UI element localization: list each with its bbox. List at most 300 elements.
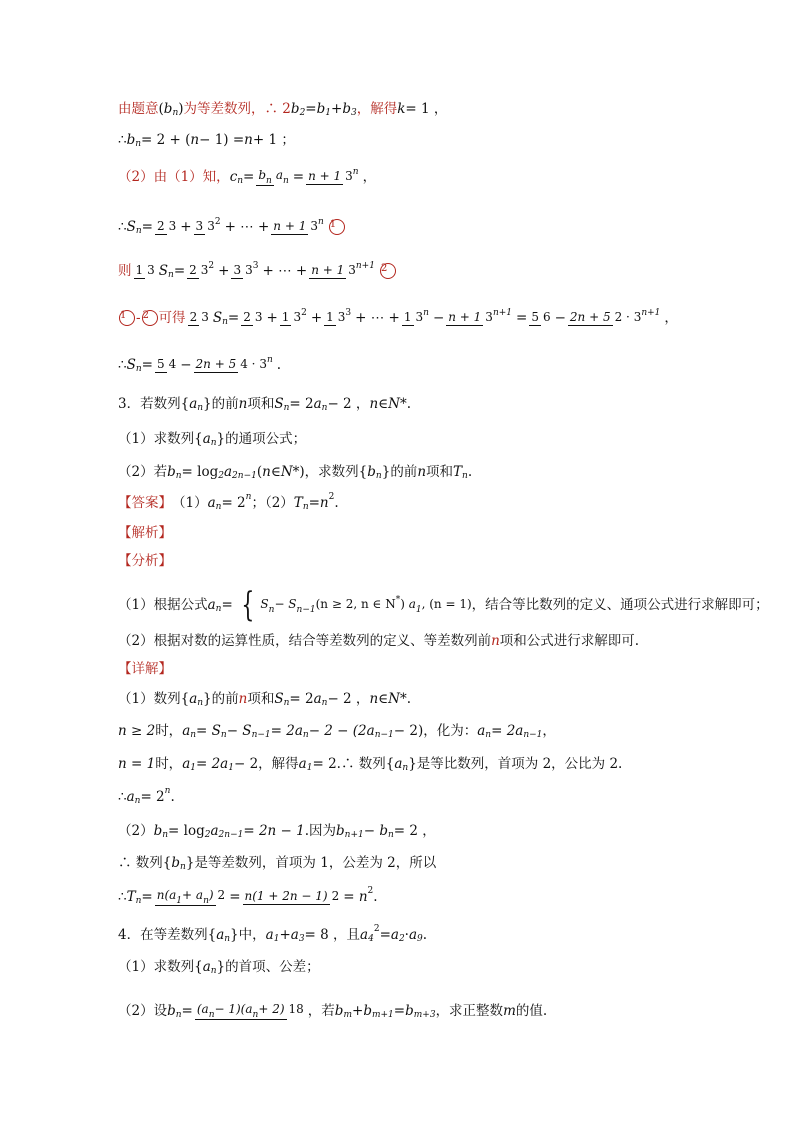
var: b [163,101,173,117]
fraction: n + 1 3n [308,166,359,183]
text: + [279,927,291,943]
subscript: n [180,862,186,872]
var: b [167,464,176,480]
subscript: 1 [306,763,313,773]
fraction: n(1 + 2n − 1) 2 [244,889,340,903]
var: b [171,855,181,871]
subscript: n [283,698,290,708]
subscript: n [224,934,231,944]
var: b [405,1003,414,1019]
text: ∴ [118,132,127,148]
subscript: 2n−1 [232,471,257,481]
text: = 2 + ( [141,132,191,148]
text: 的前 [390,464,418,480]
var: c [229,169,238,185]
text: 【详解】 [118,661,172,677]
var: S [158,263,169,279]
text: 的通项公式； [225,431,307,447]
subscript: n [215,604,222,614]
var: n [491,633,500,649]
var: b [334,1003,344,1019]
var: b [167,1003,176,1019]
var: N [280,464,293,480]
text: + 1 ； [252,132,295,148]
text: 中， [238,927,266,943]
question-3-part-1: （1）求数列 { a n } 的通项公式； [118,430,306,448]
text: ∴ [118,789,127,805]
subscript: 2 [299,108,306,118]
subscript: n [168,270,174,280]
subscript: 2n−1 [218,830,244,840]
var: a [126,789,135,805]
brace: { [241,585,255,625]
text: .因为 [304,823,337,839]
solution-line-1 [118,100,447,118]
text: 项和 [247,396,275,412]
analysis-line-1 [118,585,769,625]
fraction: 2 3 [243,310,263,324]
text: . [276,357,282,373]
superscript: n [245,492,252,502]
text: 为等差数列，∴ 2 [183,101,291,117]
solution-line-7 [118,356,281,374]
text: + [352,1003,364,1019]
question-3-part-2: （2）若 b n = log 2 a 2n−1 ( n ∈ N *) ，求数列 { b n } 的前 n 项和 T n . [118,463,472,481]
superscript: 2 [328,492,335,502]
superscript: 2 [367,886,374,896]
subscript: 4 [368,934,374,944]
text: = [516,310,528,326]
text: − 2 − (2a [308,723,375,739]
detail-line-4 [118,788,175,806]
var: S [126,357,136,373]
text: 项和公式进行求解即可. [499,633,640,649]
text: = [243,169,255,185]
text: + [180,219,192,235]
text: ，结合等比数列的定义、通项公式进行求解即可； [471,597,769,613]
text: （1） [172,495,208,511]
var: n [238,691,248,707]
subscript: n [388,830,394,840]
var: S [274,691,284,707]
text: （1）根据公式 [118,597,208,613]
subscript: 1 [190,763,196,773]
var: a [207,495,216,511]
text: ， [362,169,377,185]
detail-line-5 [118,822,436,840]
question-4-part-2 [118,1002,547,1020]
analysis-label [118,524,172,542]
detail-line-1: （1）数列 { a n } 的前 n 项和 S n = 2 a n − 2 ， n ∈ N *. [118,690,411,708]
paren: ( [158,101,164,117]
text: 【分析】 [118,553,172,569]
answer-label: 【答案】 [118,495,172,511]
var: b [316,101,326,117]
var: k [397,101,406,117]
var: b [153,823,163,839]
text: = [227,310,240,326]
fraction: 1 33 [326,307,352,324]
subscript: n [175,471,182,481]
question-4: 4．在等差数列 { a n } 中， a 1 + a 3 = 8 ，且 a 4 2 = a 2 · a 9 . [118,926,427,944]
text: = 2 ， [393,823,436,839]
subscript: n [485,730,492,740]
circled-number: 1 [119,310,135,326]
text: 则 [118,263,132,279]
question-3: 3．若数列 { a n } 的前 n 项和 S n = 2 a n − 2 ， n ∈ N *. [118,395,411,413]
text: ∴ 数列 [118,855,163,871]
var: a [394,756,403,772]
text: 项和 [426,464,454,480]
text: + [218,263,230,279]
var: a [265,927,274,943]
var: a [182,756,191,772]
subscript: n [283,403,290,413]
var: n [262,464,271,480]
var: a [290,927,299,943]
circled-number: 2 [142,310,158,326]
text: = 1 ， [405,101,448,117]
text: （2）若 [118,464,168,480]
text: + [310,310,323,326]
subscript: m [343,1010,352,1020]
text: = 2a [195,756,229,772]
fraction: n + 1 3n [273,216,324,233]
text: = log [168,823,205,839]
text: 项和 [247,691,275,707]
text: ∈ [378,396,389,412]
text: *. [399,691,411,707]
fraction: 1 3n [403,307,429,324]
var: a [313,691,322,707]
subscript: n [210,438,217,448]
text: − [432,310,445,326]
text: + [266,310,278,326]
subscript: 3 [298,934,305,944]
var: m [503,1003,516,1019]
text: 4．在等差数列 [118,927,208,943]
var: n [369,396,379,412]
var: a [360,927,369,943]
text: − 2 ， [327,691,370,707]
text: = [141,889,153,905]
text: . [467,464,473,480]
var: S [212,310,223,326]
subscript: 2 [218,471,224,481]
fraction: bn an [258,168,289,186]
var: n [417,464,427,480]
text: + ⋯ + [355,310,400,326]
text: = 2a [491,723,524,739]
text: ， [542,723,556,739]
var: a [202,959,211,975]
var: S [126,219,136,235]
subscript: n−1 [251,730,271,740]
text: （2）设 [118,1003,168,1019]
subscript: n [172,108,179,118]
text: ，化为： [423,723,478,739]
var: a [182,723,191,739]
subscript: 9 [417,934,423,944]
var: n [244,132,253,148]
var: T [293,495,303,511]
circled-number: 2 [380,263,396,279]
text: = [141,219,153,235]
var: a [477,723,486,739]
superscript: n [164,786,171,796]
var: a [207,597,216,613]
detail-line-2 [118,722,556,740]
solution-line-2 [118,131,295,149]
text: ，求正整数 [435,1003,504,1019]
detail-label [118,660,172,678]
subscript: m+1 [371,1010,394,1020]
answer-line [118,494,339,512]
subscript: n [197,403,204,413]
var: a [202,431,211,447]
text: ∴ [118,357,127,373]
text: = 8 ，且 [304,927,361,943]
text: + ⋯ + [224,219,270,235]
var: n [238,396,248,412]
var: a [210,823,219,839]
var: b [342,101,351,117]
text: （1）数列 [118,691,181,707]
text: = [379,927,391,943]
text: = [221,597,233,613]
text: ，解得 [258,756,299,772]
var: N [388,396,400,412]
var: a [216,927,225,943]
var: T [453,464,463,480]
var: b [290,101,300,117]
var: N [388,691,400,707]
text: = 2 [221,495,246,511]
text: 时， [155,756,183,772]
fraction: 2n + 5 2 · 3n+1 [569,307,661,324]
text: = [141,357,153,373]
subscript: n [302,730,309,740]
text: . [170,789,175,805]
solution-line-6 [118,309,678,327]
text: （2）由（1）知， [118,169,230,185]
text: = 2 [289,691,314,707]
var: n [190,132,200,148]
text: − b [363,823,388,839]
analysis-line-2 [118,632,639,650]
text: （1）求数列 [118,431,195,447]
text: = S [196,723,221,739]
subscript: n [321,698,328,708]
subscript: n−1 [374,730,394,740]
subscript: n [197,698,204,708]
subscript: n [135,226,142,236]
subscript: n−1 [523,730,543,740]
text: - [136,310,141,326]
fraction: n(a1+ an) 2 [156,888,226,906]
fraction: (an− 1)(an+ 2) 18 [196,1002,304,1020]
detail-line-6: ∴ 数列 { b n } 是等差数列，首项为 1，公差为 2，所以 [118,854,436,872]
text: = 2.∴ 数列 [312,756,386,772]
text: − 2 ， [327,396,370,412]
text: 是等比数列，首项为 2，公比为 2. [416,756,623,772]
subscript: m+3 [413,1010,436,1020]
text: = 2a [270,723,303,739]
piecewise-cases: Sn− Sn−1(n ≥ 2, n ∈ N*) a1, (n = 1) [260,595,472,615]
subscript: n [222,317,228,327]
subscript: 3 [350,108,357,118]
question-4-part-1: （1）求数列 { a n } 的首项、公差； [118,958,320,976]
text: − [180,357,192,373]
fraction: 3 33 [233,260,259,277]
text: ， [664,310,678,326]
var: a [408,927,418,943]
text: + ⋯ + [262,263,308,279]
fraction: 2n + 5 4 · 3n [195,354,273,371]
subscript: 1 [325,108,331,118]
subscript: n [135,139,142,149]
subscript: n [375,471,382,481]
text: 3．若数列 [118,396,181,412]
text: ，若 [307,1003,335,1019]
subscript: n [220,730,227,740]
text: − [554,310,566,326]
text: = 2 [289,396,314,412]
text: n = 1 [118,756,156,772]
text: n ≥ 2 [118,723,156,739]
text: − S [226,723,252,739]
text: ；（2） [251,495,294,511]
subscript: n [162,830,169,840]
text: = [229,889,241,905]
text: = 2n − 1 [243,823,305,839]
var: b [126,132,136,148]
text: = [308,495,320,511]
text: . [422,927,428,943]
var: b [363,1003,372,1019]
text: （1）求数列 [118,959,195,975]
subscript: n [175,1010,182,1020]
subscript: n [134,796,141,806]
text: = n [343,889,368,905]
subscript: n [321,403,328,413]
detail-line-3: n = 1 时， a 1 = 2a 1 − 2 ，解得 a 1 = 2.∴ 数列 { a n } 是等比数列，首项为 2，公比为 2. [118,755,622,773]
text: = log [181,464,219,480]
fraction: 2 32 [189,260,215,277]
fraction: 5 6 [531,310,551,324]
subscript: n [462,471,468,481]
text: *. [399,396,411,412]
text: · [404,927,409,943]
subscript: n [210,966,217,976]
text: （2） [118,823,154,839]
fraction: 2 3 [189,310,209,324]
subscript: n [215,502,222,512]
text: − 2 [233,756,259,772]
subscript: 1 [273,934,280,944]
text: 的值. [515,1003,548,1019]
var: n [369,691,379,707]
var: S [274,396,284,412]
text: + [331,101,343,117]
var: b [367,464,376,480]
superscript: 2 [373,924,380,934]
text: 的首项、公差； [225,959,320,975]
detail-line-7 [118,888,378,906]
fraction: 2 3 [156,219,177,233]
var: a [390,927,399,943]
var: a [223,464,233,480]
text: 的前 [211,691,239,707]
text: . [334,495,339,511]
subscript: n [190,730,197,740]
var: a [189,691,198,707]
text: − 1) = [199,132,245,148]
var: a [313,396,322,412]
subscript: n+1 [344,830,364,840]
text: . [373,889,378,905]
circled-number: 1 [329,219,345,235]
fraction: n + 1 3n+1 [311,260,375,277]
text: = [292,169,305,185]
subscript: 2 [398,934,405,944]
text: = [393,1003,406,1019]
text: *) [292,464,305,480]
fraction: 3 32 [195,216,221,233]
text: 的前 [211,396,239,412]
subscript: n [135,364,142,374]
solution-line-3 [118,168,376,186]
subscript: n [135,896,142,906]
text: ∴ [118,889,127,905]
text: ( [256,464,263,480]
subscript: 1 [228,763,234,773]
subscript: n [402,763,409,773]
paren: ) [178,101,184,117]
text: = 2 [140,789,165,805]
fraction: 1 3 [135,263,155,277]
text: 是等差数列，首项为 1，公差为 2，所以 [194,855,437,871]
text: ∈ [378,691,389,707]
text: ∈ [270,464,281,480]
text: 由题意 [118,101,159,117]
var: n [319,495,329,511]
fraction: n + 1 3n+1 [448,307,513,324]
text: ，求数列 [304,464,359,480]
fraction: 5 4 [156,357,177,371]
text: 时， [155,723,183,739]
var: T [126,889,136,905]
subscript: 2 [204,830,211,840]
var: b [336,823,345,839]
text: = [305,101,317,117]
breakdown-label [118,552,172,570]
var: a [189,396,198,412]
text: 【解析】 [118,525,172,541]
subscript: n [302,502,309,512]
text: （2）根据对数的运算性质，结合等差数列的定义、等差数列前 [118,633,492,649]
text: 可得 [158,310,186,326]
fraction: 1 32 [281,307,307,324]
var: a [298,756,307,772]
solution-line-4 [118,218,346,236]
text: = [181,1003,193,1019]
text: ∴ [118,219,127,235]
text: = [173,263,186,279]
text: − 2) [393,723,424,739]
solution-line-5 [118,262,397,280]
subscript: n [237,176,244,186]
